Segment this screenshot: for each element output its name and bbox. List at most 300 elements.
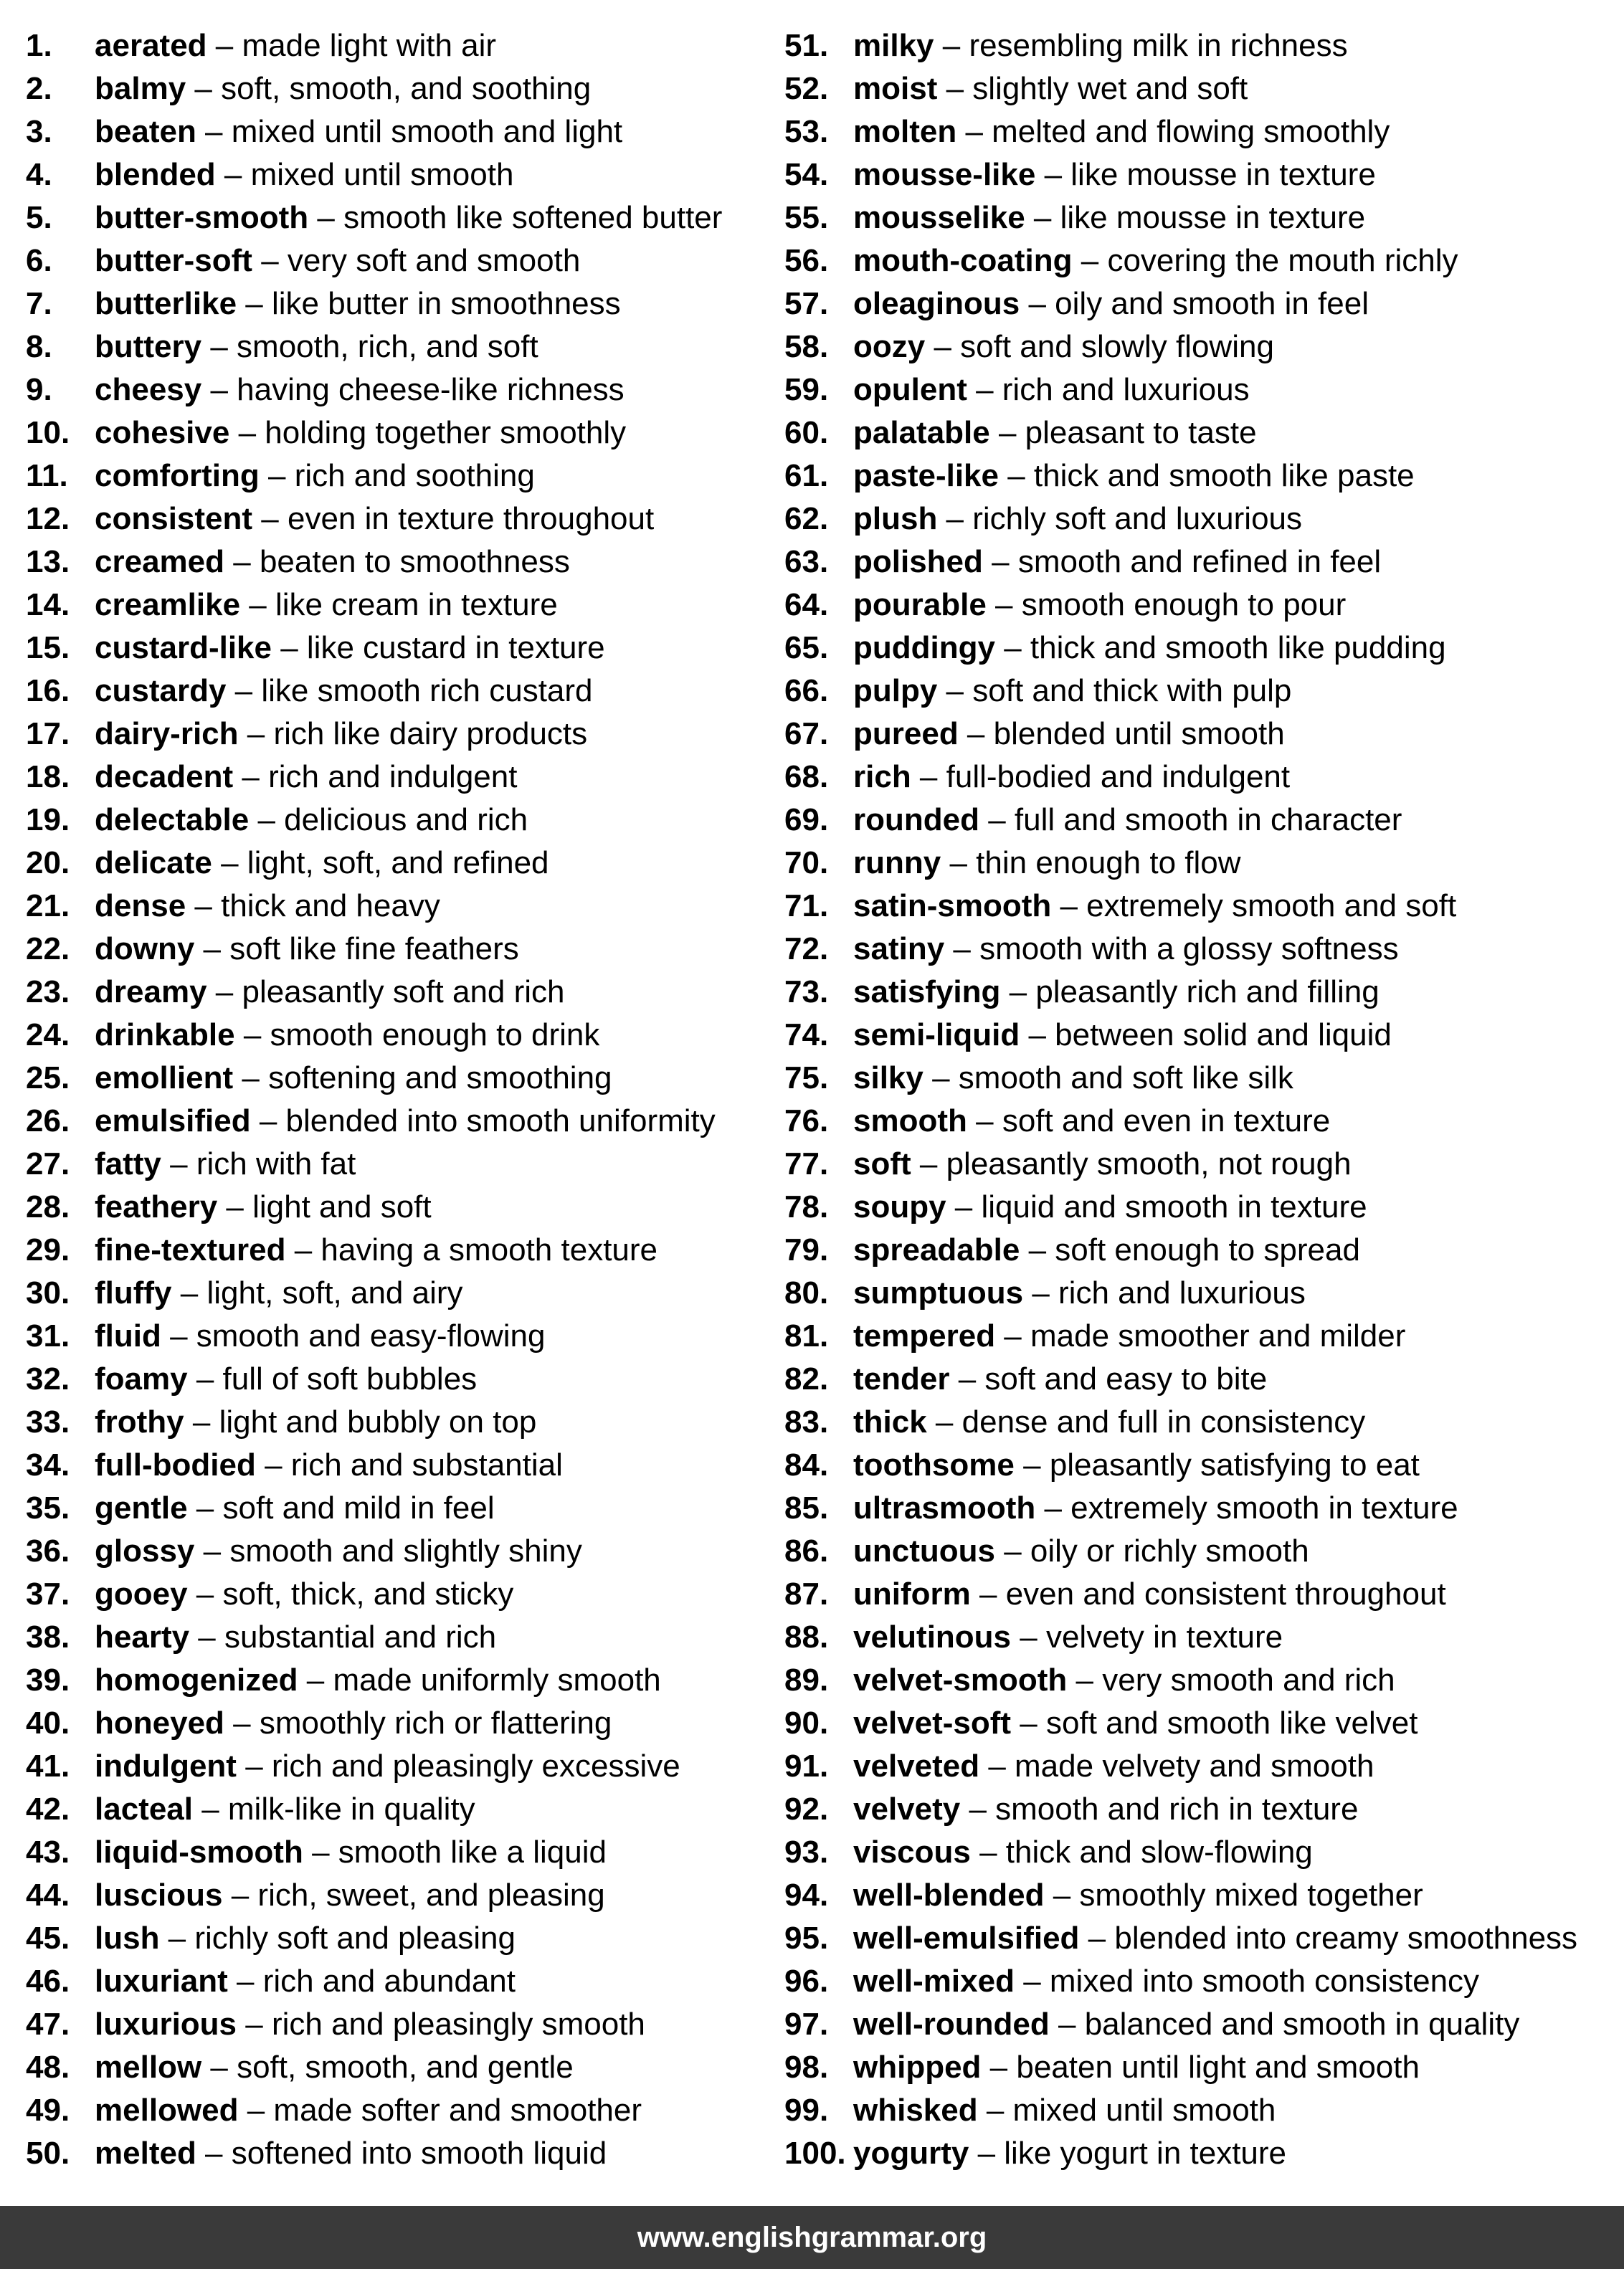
item-number: 50. <box>26 2136 70 2171</box>
item-term: puddingy <box>853 630 995 665</box>
word-list <box>0 24 1624 2171</box>
item-text <box>853 1831 1313 1874</box>
item-text <box>95 1788 475 1831</box>
item-text <box>95 1487 495 1530</box>
item-term: plush <box>853 501 938 536</box>
item-definition: like cream in texture <box>275 587 558 622</box>
item-text <box>853 153 1376 196</box>
item-term: buttery <box>95 329 202 364</box>
item-number: 70. <box>784 845 829 880</box>
item-number: 83. <box>784 1404 829 1440</box>
item-number: 38. <box>26 1619 70 1655</box>
item-separator: – <box>226 673 262 708</box>
item-separator: – <box>201 329 237 364</box>
item-separator: – <box>186 888 222 923</box>
item-separator: – <box>187 1490 223 1526</box>
item-definition: soft and smooth like velvet <box>1046 1706 1418 1741</box>
item-text <box>95 153 513 196</box>
list-item <box>26 627 771 670</box>
item-text <box>853 1186 1367 1229</box>
item-term: lacteal <box>95 1792 193 1827</box>
item-term: fluid <box>95 1318 161 1354</box>
item-definition: milk-like in quality <box>227 1792 475 1827</box>
item-text <box>95 971 565 1014</box>
item-term: melted <box>95 2136 196 2171</box>
item-number: 84. <box>784 1447 829 1483</box>
list-item <box>26 885 771 928</box>
item-text <box>95 627 605 670</box>
item-text <box>853 110 1390 153</box>
item-term: fine-textured <box>95 1232 286 1267</box>
list-item <box>784 498 1616 541</box>
item-number: 80. <box>784 1275 829 1310</box>
item-definition: blended into smooth uniformity <box>285 1103 716 1138</box>
item-number: 67. <box>784 716 829 751</box>
item-definition: delicious and rich <box>284 802 528 837</box>
item-term: paste-like <box>853 458 999 493</box>
item-term: dense <box>95 888 186 923</box>
item-separator: – <box>161 1146 196 1181</box>
item-term: fatty <box>95 1146 161 1181</box>
list-item <box>26 455 771 498</box>
list-item <box>784 799 1616 842</box>
item-separator: – <box>1051 888 1087 923</box>
item-text <box>95 885 440 928</box>
item-separator: – <box>201 2050 237 2085</box>
item-text <box>853 1229 1360 1272</box>
item-definition: beaten until light and smooth <box>1016 2050 1420 2085</box>
item-term: delicate <box>95 845 212 880</box>
item-text <box>95 1401 536 1444</box>
item-text <box>95 1014 599 1057</box>
item-number: 51. <box>784 28 829 63</box>
item-text <box>95 1444 563 1487</box>
item-separator: – <box>1020 1232 1055 1267</box>
item-text <box>95 325 538 368</box>
list-item <box>784 1014 1616 1057</box>
item-separator: – <box>994 1533 1030 1569</box>
item-number: 97. <box>784 2007 829 2042</box>
item-term: oozy <box>853 329 926 364</box>
item-definition: thick and heavy <box>221 888 440 923</box>
item-definition: rich, sweet, and pleasing <box>257 1878 605 1913</box>
item-text <box>95 1659 661 1702</box>
item-term: homogenized <box>95 1662 298 1698</box>
list-item <box>26 713 771 756</box>
list-item <box>26 153 771 196</box>
item-number: 77. <box>784 1146 829 1181</box>
item-separator: – <box>238 716 274 751</box>
item-number: 32. <box>26 1361 70 1397</box>
item-term: whisked <box>853 2093 978 2128</box>
list-item <box>784 1659 1616 1702</box>
item-separator: – <box>934 28 969 63</box>
item-number: 69. <box>784 802 829 837</box>
item-number: 49. <box>26 2093 70 2128</box>
list-item <box>784 1831 1616 1874</box>
item-definition: softening and smoothing <box>268 1060 612 1095</box>
item-separator: – <box>187 1576 223 1612</box>
item-definition: having a smooth texture <box>320 1232 658 1267</box>
item-definition: between solid and liquid <box>1055 1017 1392 1052</box>
item-separator: – <box>285 1232 321 1267</box>
item-separator: – <box>186 71 222 106</box>
item-term: beaten <box>95 114 196 149</box>
list-item <box>26 971 771 1014</box>
list-item <box>784 2046 1616 2089</box>
item-definition: pleasantly rich and filling <box>1035 974 1380 1009</box>
list-item <box>26 1057 771 1100</box>
item-number: 21. <box>26 888 70 923</box>
item-term: soupy <box>853 1189 946 1224</box>
item-definition: smooth enough to drink <box>270 1017 600 1052</box>
item-text <box>95 713 587 756</box>
list-item <box>26 1874 771 1917</box>
item-term: balmy <box>95 71 186 106</box>
item-separator: – <box>308 200 344 235</box>
list-item <box>784 1272 1616 1315</box>
item-definition: even and consistent throughout <box>1005 1576 1446 1612</box>
item-number: 7. <box>26 286 52 321</box>
item-separator: – <box>206 28 242 63</box>
item-number: 1. <box>26 28 52 63</box>
list-item <box>784 196 1616 239</box>
item-definition: rich like dairy products <box>273 716 588 751</box>
item-definition: soft enough to spread <box>1055 1232 1360 1267</box>
item-number: 29. <box>26 1232 70 1267</box>
item-text <box>853 842 1241 885</box>
item-separator: – <box>187 1361 223 1397</box>
item-term: pulpy <box>853 673 938 708</box>
list-item <box>784 928 1616 971</box>
item-number: 81. <box>784 1318 829 1354</box>
item-term: butter-smooth <box>95 200 309 235</box>
item-definition: smooth and refined in feel <box>1017 544 1382 579</box>
item-separator: – <box>956 114 992 149</box>
item-text <box>853 498 1302 541</box>
item-number: 37. <box>26 1576 70 1612</box>
item-definition: blended until smooth <box>993 716 1285 751</box>
item-separator: – <box>926 1404 962 1440</box>
item-number: 54. <box>784 157 829 192</box>
item-term: fluffy <box>95 1275 172 1310</box>
item-term: satin-smooth <box>853 888 1052 923</box>
item-definition: soft and slowly flowing <box>960 329 1274 364</box>
list-item <box>784 24 1616 67</box>
item-number: 13. <box>26 544 70 579</box>
item-definition: pleasant to taste <box>1025 415 1257 450</box>
item-text <box>853 670 1291 713</box>
item-separator: – <box>969 2136 1005 2171</box>
item-term: oleaginous <box>853 286 1020 321</box>
item-definition: soft and even in texture <box>1002 1103 1331 1138</box>
item-number: 17. <box>26 716 70 751</box>
item-definition: rich and substantial <box>290 1447 563 1483</box>
item-number: 46. <box>26 1964 70 1999</box>
item-number: 33. <box>26 1404 70 1440</box>
list-item <box>26 412 771 455</box>
list-item <box>784 1186 1616 1229</box>
item-text <box>853 627 1446 670</box>
item-term: butter-soft <box>95 243 252 278</box>
item-number: 53. <box>784 114 829 149</box>
item-number: 63. <box>784 544 829 579</box>
item-text <box>853 584 1346 627</box>
item-term: palatable <box>853 415 990 450</box>
list-item <box>26 368 771 412</box>
item-separator: – <box>236 1749 272 1784</box>
item-number: 4. <box>26 157 52 192</box>
item-number: 78. <box>784 1189 829 1224</box>
item-text <box>95 1186 432 1229</box>
list-item <box>26 1917 771 1960</box>
item-separator: – <box>196 2136 232 2171</box>
item-separator: – <box>249 802 285 837</box>
item-definition: blended into creamy smoothness <box>1114 1921 1578 1956</box>
item-separator: – <box>995 1318 1030 1354</box>
item-definition: softened into smooth liquid <box>231 2136 607 2171</box>
item-number: 26. <box>26 1103 70 1138</box>
item-separator: – <box>1035 1490 1071 1526</box>
item-term: feathery <box>95 1189 218 1224</box>
item-definition: rich and luxurious <box>1058 1275 1306 1310</box>
list-item <box>784 1487 1616 1530</box>
item-term: full-bodied <box>95 1447 256 1483</box>
item-number: 25. <box>26 1060 70 1095</box>
item-separator: – <box>217 1189 253 1224</box>
item-term: tender <box>853 1361 950 1397</box>
item-separator: – <box>212 845 247 880</box>
item-definition: light and soft <box>252 1189 432 1224</box>
list-item <box>26 282 771 325</box>
item-term: uniform <box>853 1576 971 1612</box>
list-item <box>784 1702 1616 1745</box>
item-term: mouth-coating <box>853 243 1073 278</box>
item-term: satisfying <box>853 974 1001 1009</box>
item-text <box>853 1272 1306 1315</box>
item-definition: even in texture throughout <box>287 501 655 536</box>
list-item <box>784 239 1616 282</box>
item-definition: covering the mouth richly <box>1107 243 1458 278</box>
list-item <box>26 1616 771 1659</box>
item-separator: – <box>298 1662 333 1698</box>
item-definition: very smooth and rich <box>1102 1662 1395 1698</box>
item-separator: – <box>238 2093 274 2128</box>
item-term: lush <box>95 1921 160 1956</box>
list-item <box>784 412 1616 455</box>
item-definition: rich and pleasingly smooth <box>271 2007 645 2042</box>
item-number: 86. <box>784 1533 829 1569</box>
item-term: honeyed <box>95 1706 224 1741</box>
list-item <box>26 1444 771 1487</box>
item-separator: – <box>184 1404 219 1440</box>
item-number: 64. <box>784 587 829 622</box>
item-term: glossy <box>95 1533 195 1569</box>
item-separator: – <box>255 1447 291 1483</box>
item-text <box>853 799 1402 842</box>
list-item <box>784 2132 1616 2175</box>
item-number: 76. <box>784 1103 829 1138</box>
item-term: rounded <box>853 802 979 837</box>
item-separator: – <box>161 1318 196 1354</box>
item-number: 16. <box>26 673 70 708</box>
item-definition: melted and flowing smoothly <box>992 114 1390 149</box>
item-separator: – <box>979 802 1015 837</box>
item-definition: smooth like a liquid <box>338 1835 607 1870</box>
item-number: 61. <box>784 458 829 493</box>
item-text <box>853 1530 1309 1573</box>
item-number: 42. <box>26 1792 70 1827</box>
list-item <box>784 325 1616 368</box>
item-number: 44. <box>26 1878 70 1913</box>
item-number: 30. <box>26 1275 70 1310</box>
list-item <box>784 368 1616 412</box>
item-number: 9. <box>26 372 52 407</box>
item-definition: thick and smooth like pudding <box>1030 630 1446 665</box>
item-text <box>853 24 1348 67</box>
list-item <box>784 1616 1616 1659</box>
item-term: mousselike <box>853 200 1025 235</box>
item-text <box>853 541 1381 584</box>
item-separator: – <box>171 1275 207 1310</box>
item-separator: – <box>982 544 1018 579</box>
item-separator: – <box>250 1103 286 1138</box>
item-term: gentle <box>95 1490 188 1526</box>
item-text <box>95 1229 657 1272</box>
item-separator: – <box>1044 1878 1080 1913</box>
item-text <box>853 756 1290 799</box>
item-definition: like yogurt in texture <box>1004 2136 1287 2171</box>
item-text <box>853 455 1415 498</box>
list-item <box>784 713 1616 756</box>
list-item <box>26 799 771 842</box>
item-term: luscious <box>95 1878 223 1913</box>
item-definition: very soft and smooth <box>287 243 581 278</box>
item-definition: resembling milk in richness <box>969 28 1348 63</box>
item-number: 48. <box>26 2050 70 2085</box>
item-number: 45. <box>26 1921 70 1956</box>
item-definition: pleasantly soft and rich <box>242 974 565 1009</box>
item-number: 22. <box>26 931 70 966</box>
item-term: pourable <box>853 587 987 622</box>
item-definition: made smoother and milder <box>1030 1318 1406 1354</box>
item-text <box>853 2003 1519 2046</box>
item-number: 39. <box>26 1662 70 1698</box>
item-term: cheesy <box>95 372 202 407</box>
item-separator: – <box>192 1792 228 1827</box>
item-number: 94. <box>784 1878 829 1913</box>
item-term: toothsome <box>853 1447 1015 1483</box>
item-definition: oily and smooth in feel <box>1055 286 1369 321</box>
item-term: custard-like <box>95 630 272 665</box>
list-item <box>784 153 1616 196</box>
item-term: luxurious <box>95 2007 237 2042</box>
item-definition: soft and mild in feel <box>222 1490 495 1526</box>
item-number: 73. <box>784 974 829 1009</box>
list-item <box>26 1143 771 1186</box>
item-definition: smooth, rich, and soft <box>237 329 538 364</box>
item-term: spreadable <box>853 1232 1020 1267</box>
item-definition: richly soft and pleasing <box>194 1921 516 1956</box>
item-definition: soft and easy to bite <box>984 1361 1268 1397</box>
item-number: 41. <box>26 1749 70 1784</box>
item-term: drinkable <box>95 1017 235 1052</box>
item-term: indulgent <box>95 1749 237 1784</box>
list-item <box>784 1917 1616 1960</box>
item-text <box>853 1788 1358 1831</box>
item-separator: – <box>234 1017 270 1052</box>
item-text <box>853 971 1380 1014</box>
list-item <box>784 67 1616 110</box>
item-number: 59. <box>784 372 829 407</box>
item-text <box>95 2046 574 2089</box>
item-text <box>853 1702 1418 1745</box>
item-number: 60. <box>784 415 829 450</box>
item-text <box>95 24 496 67</box>
item-text <box>95 670 593 713</box>
list-item <box>26 1831 771 1874</box>
item-number: 28. <box>26 1189 70 1224</box>
item-number: 52. <box>784 71 829 106</box>
item-number: 87. <box>784 1576 829 1612</box>
item-text <box>95 2089 642 2132</box>
item-text <box>95 282 621 325</box>
item-definition: soft, thick, and sticky <box>222 1576 514 1612</box>
list-item <box>26 1186 771 1229</box>
item-term: well-blended <box>853 1878 1045 1913</box>
item-definition: extremely smooth and soft <box>1086 888 1457 923</box>
item-separator: – <box>259 458 295 493</box>
item-term: cohesive <box>95 415 230 450</box>
item-definition: thin enough to flow <box>976 845 1241 880</box>
item-definition: smoothly rich or flattering <box>259 1706 612 1741</box>
item-text <box>95 842 549 885</box>
item-term: tempered <box>853 1318 996 1354</box>
item-definition: soft, smooth, and soothing <box>221 71 592 106</box>
item-term: velutinous <box>853 1619 1012 1655</box>
item-text <box>95 1315 546 1358</box>
item-text <box>853 1573 1446 1616</box>
item-separator: – <box>271 630 307 665</box>
item-text <box>95 1057 612 1100</box>
item-text <box>95 1100 716 1143</box>
item-text <box>853 1917 1577 1960</box>
item-separator: – <box>989 415 1025 450</box>
item-definition: thick and smooth like paste <box>1033 458 1415 493</box>
item-text <box>95 756 517 799</box>
item-text <box>95 1960 516 2003</box>
item-separator: – <box>196 114 232 149</box>
item-text <box>95 1831 607 1874</box>
item-definition: light and bubbly on top <box>219 1404 537 1440</box>
list-item <box>784 842 1616 885</box>
item-number: 31. <box>26 1318 70 1354</box>
item-text <box>95 412 626 455</box>
item-definition: extremely smooth in texture <box>1070 1490 1458 1526</box>
item-number: 100. <box>784 2136 846 2171</box>
item-text <box>95 2003 645 2046</box>
item-text <box>853 2132 1286 2175</box>
item-definition: soft like fine feathers <box>229 931 519 966</box>
list-item <box>784 2089 1616 2132</box>
item-number: 91. <box>784 1749 829 1784</box>
item-text <box>95 1874 605 1917</box>
list-item <box>26 1401 771 1444</box>
item-number: 93. <box>784 1835 829 1870</box>
list-item <box>784 627 1616 670</box>
item-text <box>95 1143 356 1186</box>
item-definition: smooth and slightly shiny <box>229 1533 582 1569</box>
